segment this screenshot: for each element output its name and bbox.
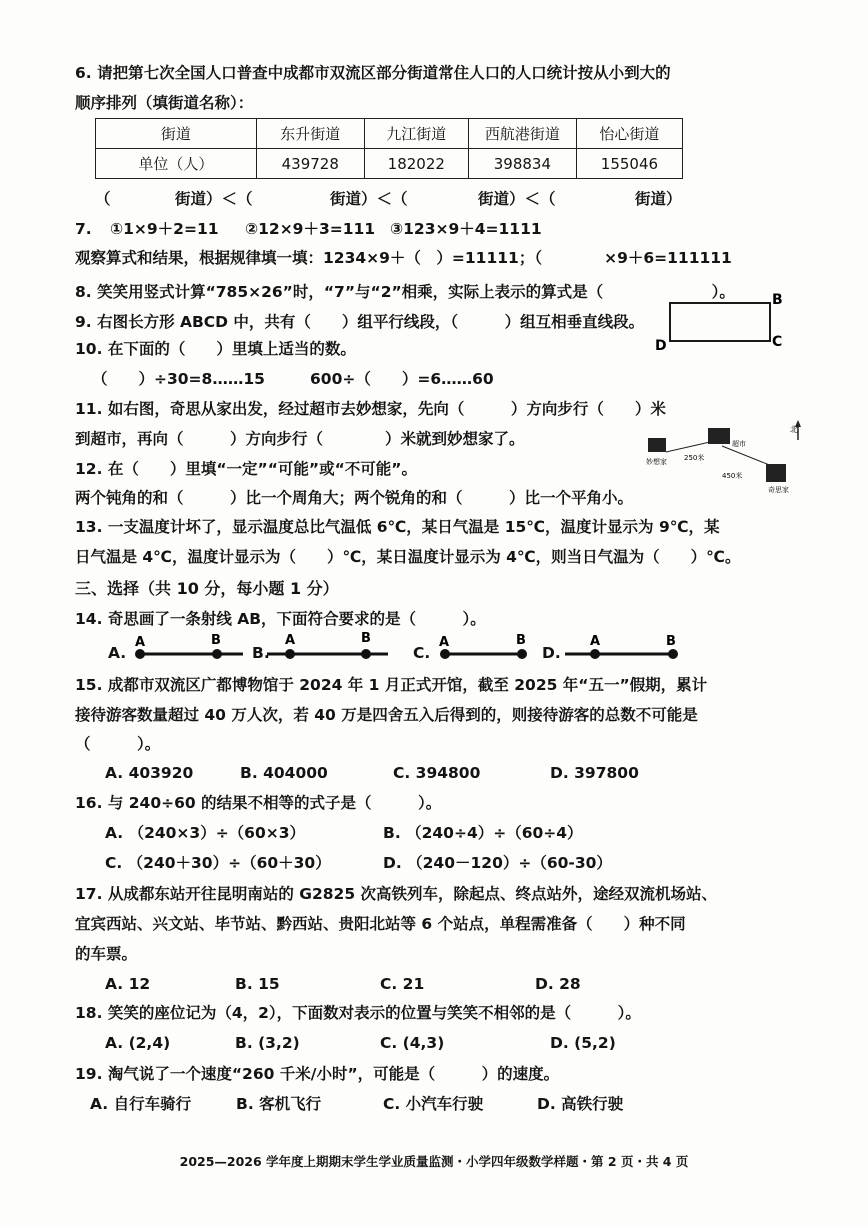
q15-text-line1: 15. 成都市双流区广都博物馆于 2024 年 1 月正式开馆，截至 2025 年“五一”假期，累计 [75,676,708,694]
q19-stem: 19. 淘气说了一个速度“260 千米/小时”，可能是（ ）的速度。 [75,1065,560,1083]
q14-stem: 14. 奇思画了一条射线 AB，下面符合要求的是（ ）。 [75,610,486,628]
option-d-label-b: B [666,634,676,649]
route-line-1 [666,442,710,452]
q19-option-c[interactable]: C. 小汽车行驶 [383,1095,484,1113]
table-cell: 182022 [364,149,468,179]
q17-option-c[interactable]: C. 21 [380,975,425,993]
q6-answer-blank-1[interactable]: （ [95,190,111,208]
table-cell: 398834 [468,149,576,179]
q16-option-d[interactable]: D. （240－120）÷（60-30） [383,854,612,872]
q18-option-d[interactable]: D. (5,2) [550,1034,616,1052]
distance-1-label: 250米 [684,454,705,462]
option-c-label-a: A [439,635,450,650]
q7-formula-1: ①1×9＋2=11 [110,220,219,238]
q12-text-line1: 12. 在（ ）里填“一定”“可能”或“不可能”。 [75,460,417,478]
home-a-label: 妙想家 [646,458,667,466]
q19-option-d[interactable]: D. 高铁行驶 [537,1095,624,1113]
q17-text-line3: 的车票。 [75,945,138,963]
q15-option-d[interactable]: D. 397800 [550,764,639,782]
q6-text-line1: 6. 请把第七次全国人口普查中成都市双流区部分街道常住人口的人口统计按从小到大的 [75,64,671,82]
option-a-point-b [212,649,222,659]
q15-option-c[interactable]: C. 394800 [393,764,481,782]
q18-option-b[interactable]: B. (3,2) [235,1034,300,1052]
home-b-label: 奇思家 [768,486,789,494]
q15-text-line2: 接待游客数量超过 40 万人次，若 40 万是四舍五入后得到的，则接待游客的总数不可能是 [75,706,698,724]
rectangle-abcd-figure [650,290,790,352]
option-c-label-b: B [516,633,526,648]
option-a-point-a [135,649,145,659]
label-b: B [772,292,783,308]
route-line-2 [722,446,772,466]
q16-option-a[interactable]: A. （240×3）÷（60×3） [105,824,306,842]
option-c-point-b [517,649,527,659]
option-d-point-b [668,649,678,659]
q15-option-a[interactable]: A. 403920 [105,764,194,782]
table-row [96,119,683,149]
table-cell: 439728 [256,149,364,179]
q8-text: 8. 笑笑用竖式计算“785×26”时，“7”与“2”相乘，实际上表示的算式是（ ）。 [75,283,735,301]
option-a-label-b: B [211,633,221,648]
q18-option-a[interactable]: A. (2,4) [105,1034,171,1052]
market-label: 超市 [732,440,746,448]
q10-equation-1: （ ）÷30=8……15 [92,370,265,388]
option-d-label-a: A [590,634,601,649]
option-d-point-a [590,649,600,659]
q17-option-a[interactable]: A. 12 [105,975,151,993]
q7-formula-2: ②12×9＋3=111 [245,220,376,238]
q10-equation-2: 600÷（ ）=6……60 [310,370,494,388]
q13-text-line2: 日气温是 4℃，温度计显示为（ ）℃，某日温度计显示为 4℃，则当日气温为（ ）℃。 [75,548,741,566]
q12-text-line2: 两个钝角的和（ ）比一个周角大；两个锐角的和（ ）比一个平角小。 [75,489,634,507]
q7-text-line2: 观察算式和结果，根据规律填一填：1234×9＋（ ）=11111；（ ×9＋6=111111 [75,249,732,267]
q6-answer-blank-5[interactable]: 街道） [635,190,682,208]
q16-option-c[interactable]: C. （240＋30）÷（60＋30） [105,854,331,872]
q15-text-line3: （ ）。 [75,735,161,753]
q14-option-c-label[interactable]: C. [413,644,431,662]
q19-option-a[interactable]: A. 自行车骑行 [90,1095,192,1113]
q10-text-line1: 10. 在下面的（ ）里填上适当的数。 [75,340,356,358]
population-table [95,118,683,179]
home-b-icon [766,464,786,482]
section-3-title: 三、选择（共 10 分，每小题 1 分） [75,579,339,598]
option-b-point-b [361,649,371,659]
q11-text-line2: 到超市，再向（ ）方向步行（ ）米就到妙想家了。 [75,430,525,448]
q18-option-c[interactable]: C. (4,3) [380,1034,445,1052]
table-header-cell: 九江街道 [364,119,468,149]
q6-answer-blank-4[interactable]: 街道）＜（ [478,190,556,208]
label-d: D [655,338,667,352]
home-a-icon [648,438,666,452]
page-footer: 2025—2026 学年度上期期末学生学业质量监测・小学四年级数学样题・第 2 页・共 4 页 [179,1154,689,1169]
q14-option-d-label[interactable]: D. [542,644,561,662]
table-cell: 155046 [576,149,682,179]
q6-answer-blank-2[interactable]: 街道）＜（ [175,190,253,208]
q17-text-line1: 17. 从成都东站开往昆明南站的 G2825 次高铁列车，除起点、终点站外，途经双流机场站、 [75,885,718,903]
table-header-cell: 西航港街道 [468,119,576,149]
q14-ray-figures [125,632,685,666]
q6-text-line2: 顺序排列（填街道名称）： [75,94,254,112]
market-icon [708,428,730,444]
north-label: 北 [790,425,798,434]
option-b-label-a: A [285,633,296,648]
q15-option-b[interactable]: B. 404000 [240,764,328,782]
q14-option-a-label[interactable]: A. [108,644,127,662]
q13-text-line1: 13. 一支温度计坏了，显示温度总比气温低 6℃，某日气温是 15℃，温度计显示为 9℃，某 [75,518,720,536]
q18-stem: 18. 笑笑的座位记为（4，2），下面数对表示的位置与笑笑不相邻的是（ ）。 [75,1004,641,1022]
option-a-label-a: A [135,635,146,650]
q16-stem: 16. 与 240÷60 的结果不相等的式子是（ ）。 [75,794,442,812]
q7-number: 7. [75,220,92,238]
q6-answer-blank-3[interactable]: 街道）＜（ [330,190,408,208]
rectangle-shape [670,303,770,341]
q17-text-line2: 宜宾西站、兴文站、毕节站、黔西站、贵阳北站等 6 个站点，单程需准备（ ）种不同 [75,915,686,933]
table-cell: 单位（人） [96,149,257,179]
route-map-figure [640,418,810,500]
table-row [96,149,683,179]
q14-option-b-label[interactable]: B. [252,644,270,662]
q9-text: 9. 右图长方形 ABCD 中，共有（ ）组平行线段，（ ）组互相垂直线段。 [75,313,645,331]
q16-option-b[interactable]: B. （240÷4）÷（60÷4） [383,824,583,842]
q17-option-b[interactable]: B. 15 [235,975,280,993]
table-header-cell: 怡心街道 [576,119,682,149]
table-header-cell: 街道 [96,119,257,149]
q7-formula-3: ③123×9＋4=1111 [390,220,542,238]
option-b-label-b: B [361,632,371,646]
option-c-point-a [440,649,450,659]
distance-2-label: 450米 [722,472,743,480]
option-b-point-a [285,649,295,659]
q19-option-b[interactable]: B. 客机飞行 [236,1095,322,1113]
q17-option-d[interactable]: D. 28 [535,975,581,993]
q11-text-line1: 11. 如右图，奇思从家出发，经过超市去妙想家，先向（ ）方向步行（ ）米 [75,400,666,418]
table-header-cell: 东升街道 [256,119,364,149]
label-c: C [772,334,783,350]
